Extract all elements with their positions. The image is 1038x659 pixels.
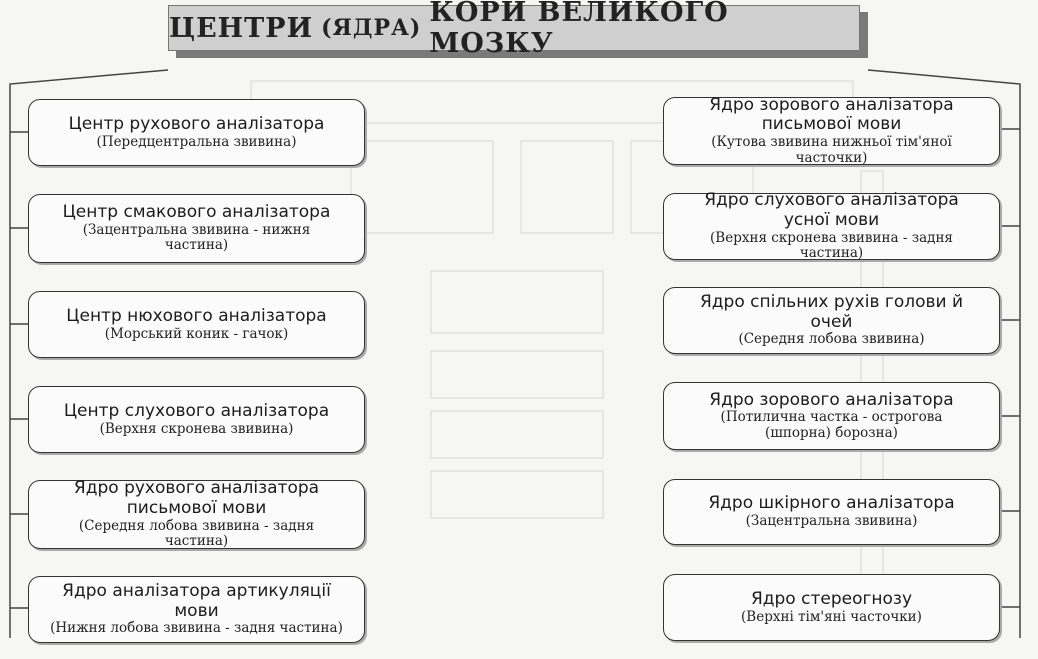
right-box-6 [663,574,1000,641]
left-box-4 [28,386,365,453]
title-part-1: ЦЕНТРИ [169,12,314,44]
title-part-3: КОРИ ВЕЛИКОГО МОЗКУ [429,0,729,59]
box-description: (Потилична частка - острогова (шпорна) борозна) [720,409,943,441]
box-description: (Зацентральна звивина - нижня частина) [82,221,311,254]
box-name: Центр рухового аналізатора [68,113,325,134]
box-name: Ядро зорового аналізатора письмової мови [709,94,954,135]
box-description: (Середня лобова звивина) [738,331,925,348]
title-part-2: (ЯДРА) [321,15,422,41]
right-box-3 [663,287,1000,354]
box-name: Ядро слухового аналізатора усної мови [704,190,959,230]
box-description: (Верхня скронева звивина - задня частина) [710,229,953,262]
box-name: Центр нюхового аналізатора [66,305,327,326]
left-box-2 [28,194,365,263]
right-box-4 [663,382,1000,450]
right-box-1 [663,94,1000,166]
box-name: Центр слухового аналізатора [63,400,330,421]
box-name: Ядро спільних рухів голови й очей [699,292,964,332]
left-box-1 [28,99,365,166]
box-name: Ядро зорового аналізатора [709,389,954,410]
box-name: Центр смакового аналізатора [62,202,331,223]
left-box-5 [28,480,365,549]
right-box-5 [663,479,1000,545]
left-box-3 [28,291,365,358]
box-description: (Морський коник - гачок) [104,325,289,342]
box-description: (Середня лобова звивина - задня частина) [78,517,315,550]
box-name: Ядро рухового аналізатора письмової мови [73,478,320,518]
box-description: (Кутова звивина нижньої тім'яної часточки) [711,134,952,166]
box-description: (Верхня скронева звивина) [99,420,294,437]
right-box-2 [663,190,1000,262]
box-name: Ядро стереогнозу [750,588,913,609]
box-description: (Нижня лобова звивина - задня частина) [50,620,343,637]
box-name: Ядро шкірного аналізатора [708,493,955,514]
box-description: (Передцентральна звивина) [96,133,297,150]
box-description: (Верхні тім'яні часточки) [741,608,922,625]
left-box-6 [28,576,365,643]
box-description: (Зацентральна звивина) [745,513,918,530]
box-name: Ядро аналізатора артикуляції мови [62,581,331,621]
